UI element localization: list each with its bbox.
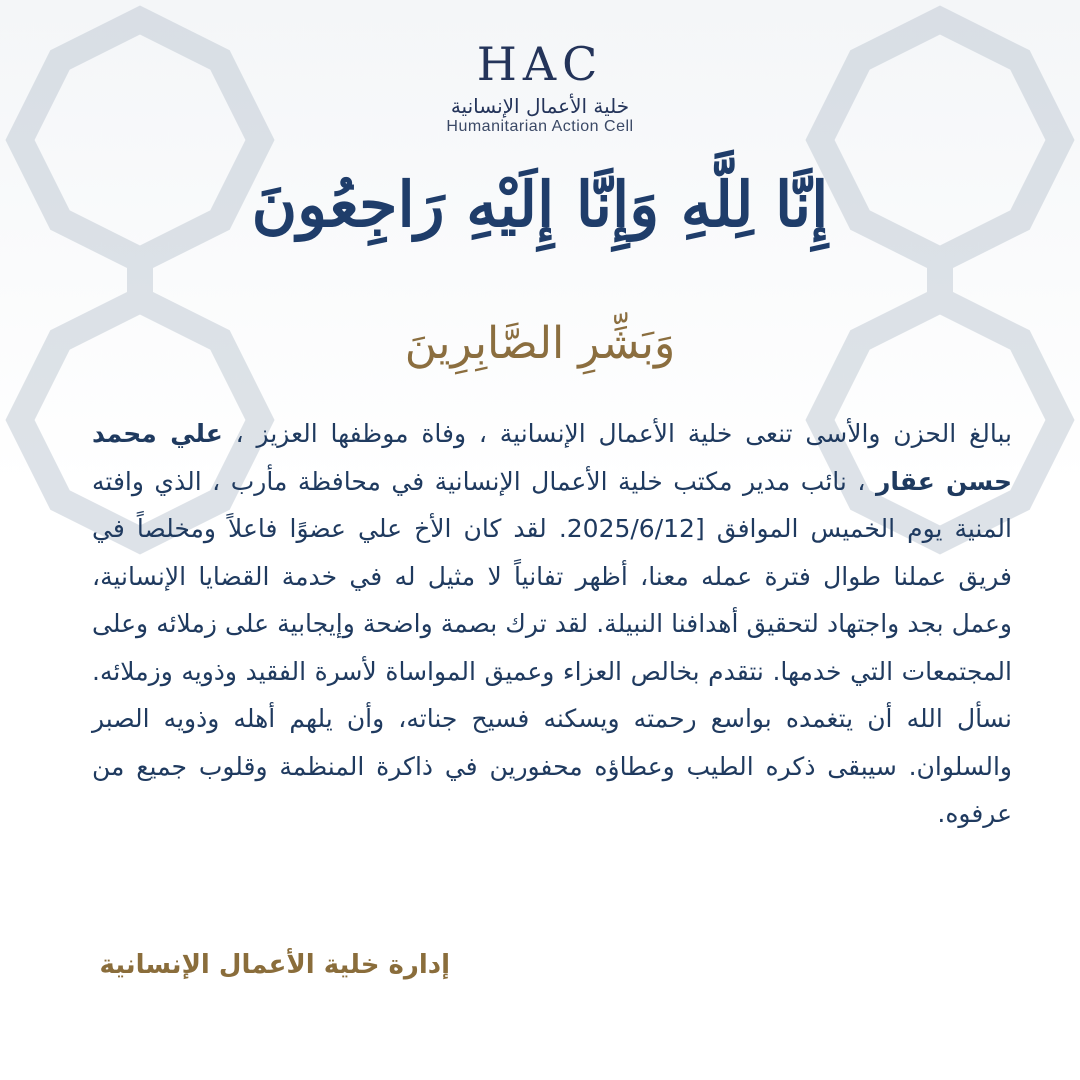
message-body: ، نائب مدير مكتب خلية الأعمال الإنسانية في محافظة مأرب ، الذي وافته المنية يوم الخميس الموافق [2025/6/12. لقد كان الأخ علي عضوًا فاعلاً ومخلصاً في فريق عملنا طوال فترة عمله معنا، أظهر تفانياً لا مثيل له في خدمة القضايا الإنسانية، وعمل بجد واجتهاد لتحقيق أهدافنا النبيلة. لقد ترك بصمة واضحة وإيجابية على زملائه وعلى المجتمعات التي خدمها. نتقدم بخالص العزاء وعميق المواساة لأسرة الفقيد وذويه وزملائه. نسأل الله أن يتغمده بواسع رحمته ويسكنه فسيح جناته، وأن يلهم أهله وذويه الصبر والسلوان. سيبقى ذكره الطيب وعطاؤه محفورين في ذاكرة المنظمة وقلوب جميع من عرفوه. xyxy=(92,466,1012,828)
quran-verse-calligraphy: إِنَّا لِلَّهِ وَإِنَّا إِلَيْهِ رَاجِعُونَ xyxy=(251,168,829,241)
signature: إدارة خلية الأعمال الإنسانية xyxy=(99,950,450,980)
logo-arabic-name: خلية الأعمال الإنسانية xyxy=(450,94,630,118)
message-intro: ببالغ الحزن والأسى تنعى خلية الأعمال الإنسانية ، وفاة موظفها العزيز ، xyxy=(222,419,1012,448)
condolence-message xyxy=(92,410,1012,838)
logo-mark: HAC xyxy=(476,37,604,91)
logo-english-name: Humanitarian Action Cell xyxy=(446,118,634,135)
organization-logo xyxy=(430,36,650,136)
deceased-name: علي محمد حسن عقار xyxy=(92,419,1013,496)
sub-calligraphy: وَبَشِّرِ الصَّابِرِينَ xyxy=(404,318,676,369)
